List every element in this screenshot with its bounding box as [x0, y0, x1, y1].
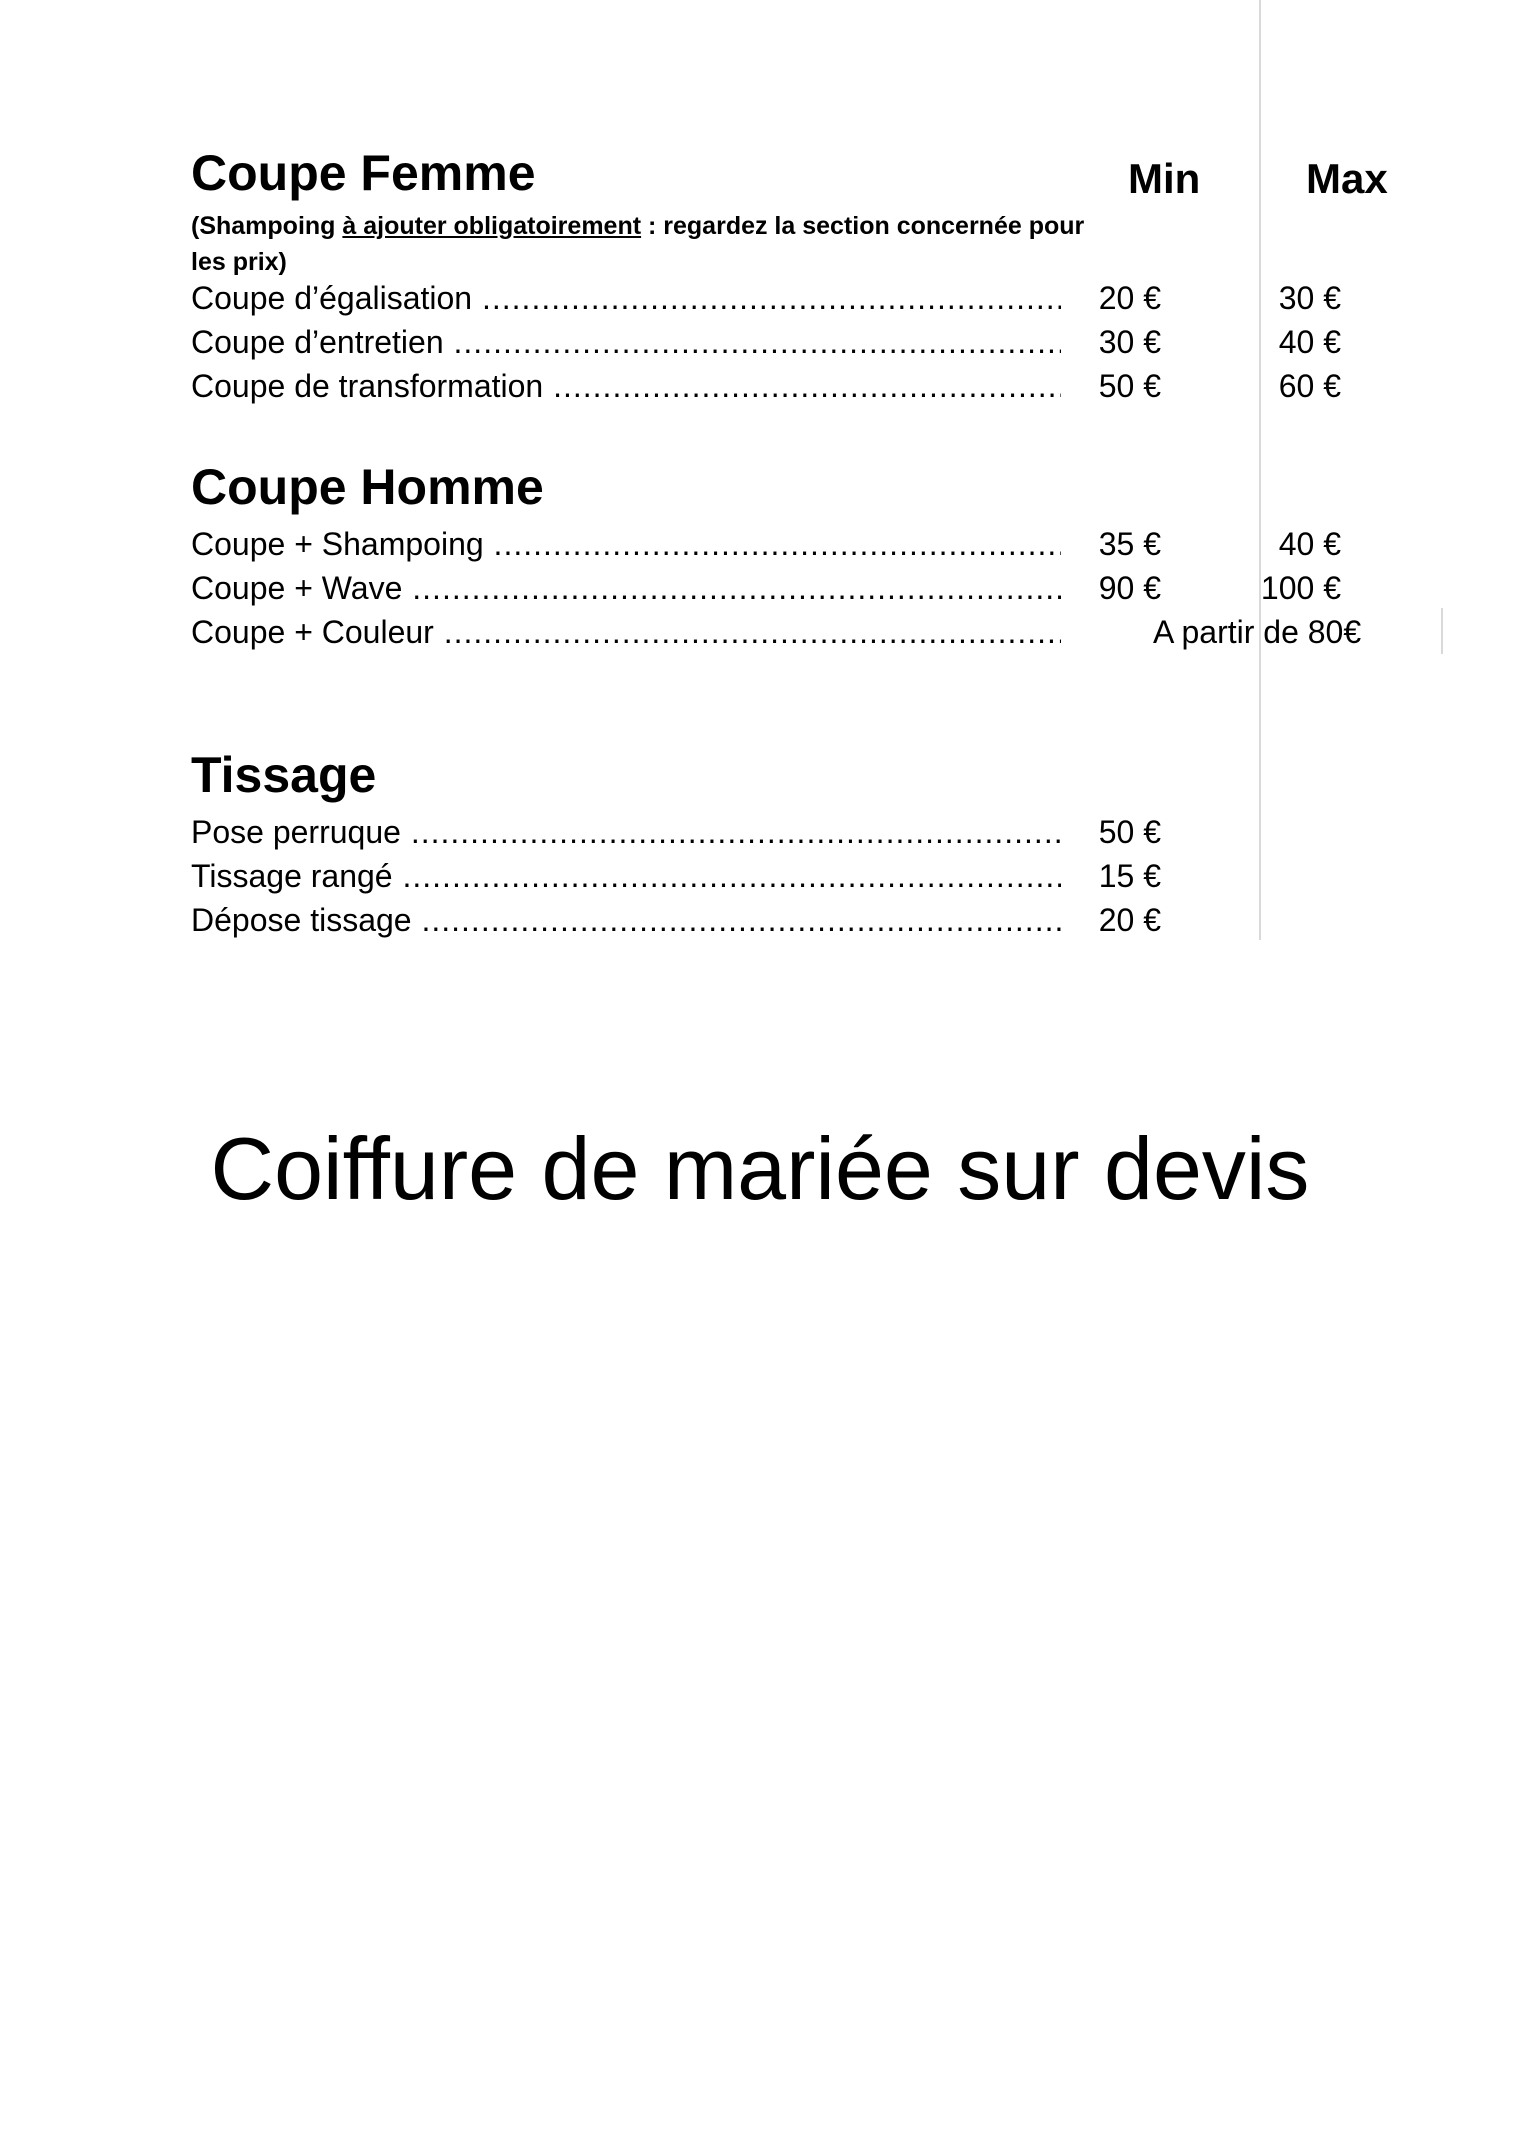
- price-row-label: Tissage rangé: [191, 858, 393, 894]
- wedding-hairstyle-note: Coiffure de mariée sur devis: [210, 1119, 1310, 1218]
- section-title-coupe-femme: Coupe Femme: [191, 145, 536, 201]
- price-min: 50 €: [1098, 814, 1161, 850]
- min-column-header: Min: [1128, 155, 1201, 202]
- shampoing-note: [191, 208, 1091, 280]
- price-row: [191, 566, 1391, 610]
- price-row-label: Coupe + Couleur: [191, 614, 434, 650]
- price-row-label: Coupe + Shampoing: [191, 526, 484, 562]
- price-min: 50 €: [1098, 368, 1161, 404]
- price-min: 35 €: [1098, 526, 1161, 562]
- price-row-label: Coupe + Wave: [191, 570, 403, 606]
- price-row: [191, 364, 1391, 408]
- price-row-label: Pose perruque: [191, 814, 401, 850]
- price-row: [191, 810, 1391, 854]
- column-divider-short: [1441, 608, 1443, 654]
- price-max: 40 €: [1278, 324, 1341, 360]
- price-row: [191, 522, 1391, 566]
- note-underlined: à ajouter obligatoirement: [342, 212, 642, 240]
- price-row: [191, 610, 1391, 654]
- section-title-tissage: Tissage: [191, 747, 377, 803]
- price-row: [191, 854, 1391, 898]
- price-row: [191, 320, 1391, 364]
- price-row-label: Coupe d’entretien: [191, 324, 444, 360]
- price-row-label: Coupe d’égalisation: [191, 280, 473, 316]
- max-column-header: Max: [1306, 155, 1388, 202]
- price-min: 20 €: [1098, 280, 1161, 316]
- price-max: 60 €: [1278, 368, 1341, 404]
- price-min: 20 €: [1098, 902, 1161, 938]
- price-min: 90 €: [1098, 570, 1161, 606]
- price-row-label: Dépose tissage: [191, 902, 412, 938]
- price-max: 100 €: [1260, 570, 1341, 606]
- price-max: 40 €: [1278, 526, 1341, 562]
- price-max: 30 €: [1278, 280, 1341, 316]
- price-min: 30 €: [1098, 324, 1161, 360]
- price-row-label: Coupe de transformation: [191, 368, 544, 404]
- price-row: [191, 276, 1391, 320]
- note-prefix: (Shampoing: [191, 212, 343, 240]
- section-title-coupe-homme: Coupe Homme: [191, 459, 544, 515]
- price-row: [191, 898, 1391, 942]
- price-min: 15 €: [1098, 858, 1161, 894]
- price-range: A partir de 80€: [1153, 614, 1362, 650]
- note-suffix: : regardez la section concernée pour les prix): [191, 212, 1085, 276]
- column-divider: [1259, 0, 1261, 940]
